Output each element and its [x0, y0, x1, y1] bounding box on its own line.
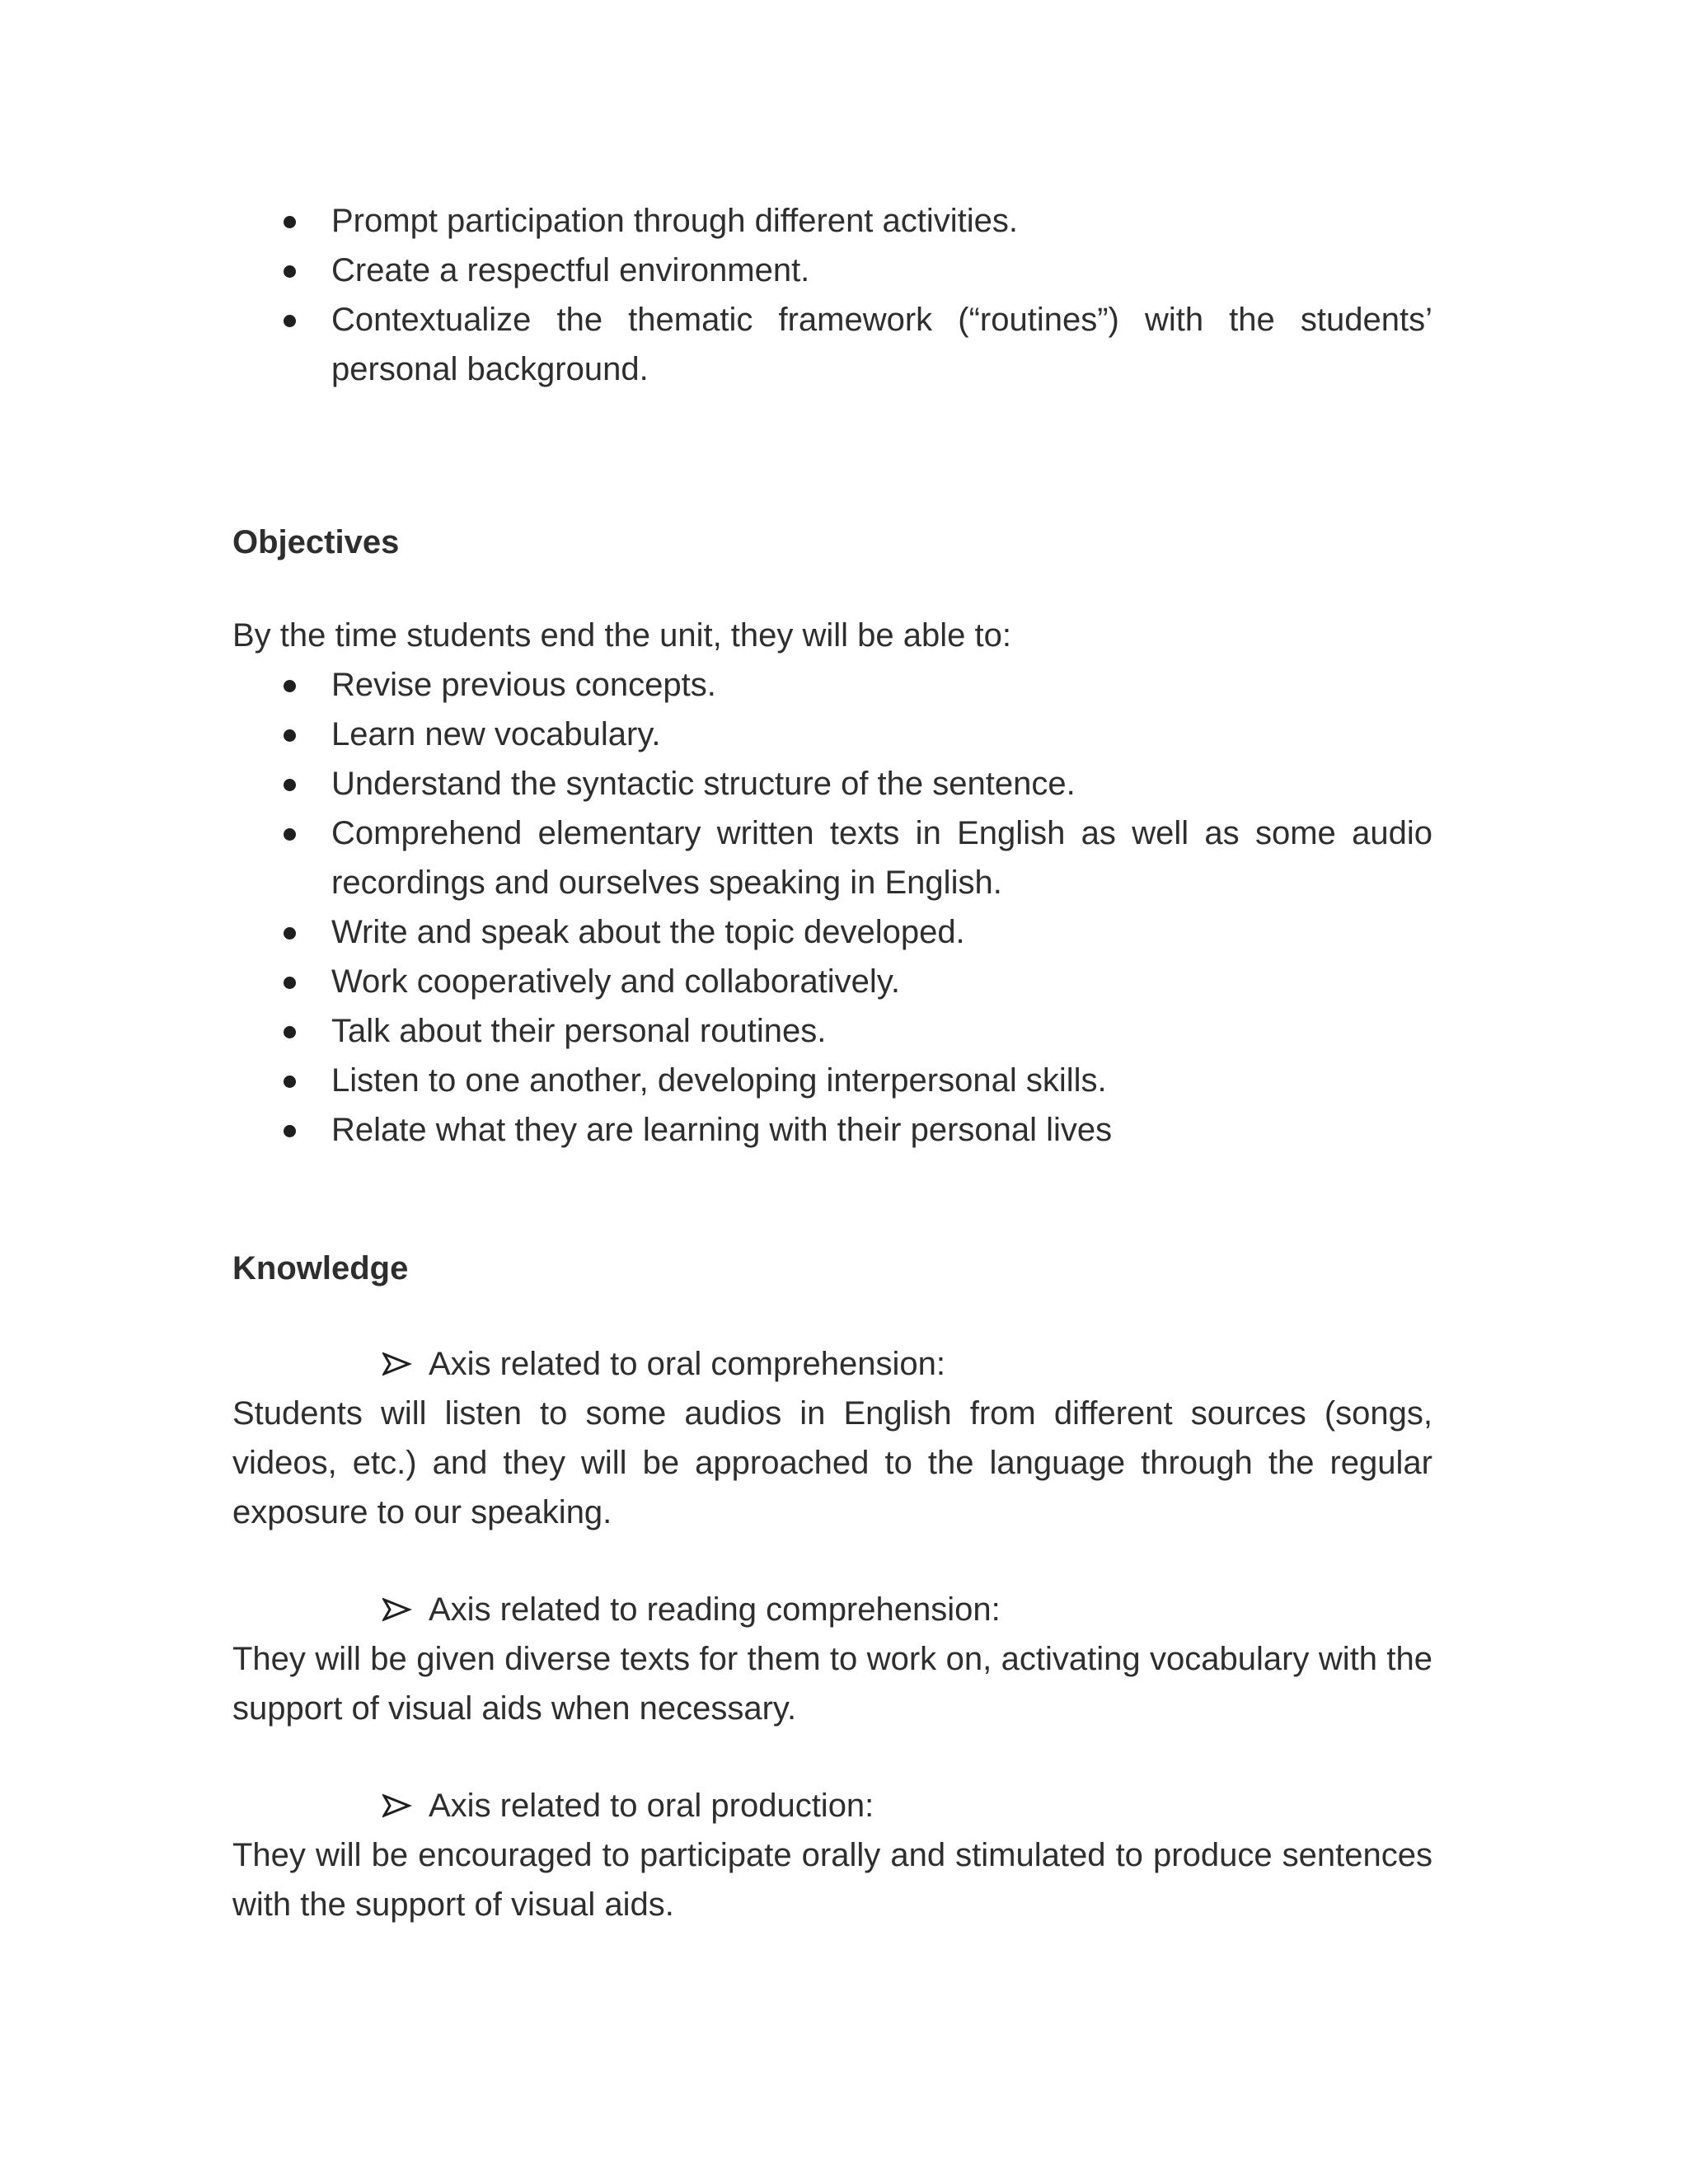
knowledge-axis: [232, 1339, 1432, 1537]
intro-bullet-list: [232, 196, 1432, 394]
axis-title: Axis related to oral production:: [232, 1781, 1432, 1830]
knowledge-axis: [232, 1781, 1432, 1929]
bullet-icon: [284, 680, 296, 692]
bullet-icon: [284, 265, 296, 278]
document-content: [232, 196, 1432, 1929]
list-item: Understand the syntactic structure of the sentence.: [232, 759, 1432, 808]
bullet-icon: [284, 216, 296, 228]
list-item: Write and speak about the topic developed.: [232, 907, 1432, 957]
list-item: Talk about their personal routines.: [232, 1006, 1432, 1056]
arrow-bullet-icon: [382, 1585, 412, 1634]
list-item: Listen to one another, developing interpersonal skills.: [232, 1056, 1432, 1105]
bullet-icon: [284, 1026, 296, 1038]
axis-title: Axis related to reading comprehension:: [232, 1585, 1432, 1634]
objectives-heading: Objectives: [232, 524, 400, 560]
objectives-list: [232, 660, 1432, 1155]
bullet-icon: [284, 977, 296, 989]
knowledge-heading: Knowledge: [232, 1250, 409, 1286]
arrow-bullet-icon: [382, 1781, 412, 1830]
bullet-icon: [284, 1125, 296, 1137]
list-item: Prompt participation through different activities.: [232, 196, 1432, 246]
list-item: Contextualize the thematic framework (“routines”) with the students’ personal background.: [232, 295, 1432, 394]
bullet-icon: [284, 729, 296, 742]
bullet-icon: [284, 927, 296, 940]
axis-text: Students will listen to some audios in English from different sources (songs, videos, etc.) and they will be approached to the language through the regular exposure to our speaking.: [232, 1395, 1432, 1530]
bullet-icon: [284, 828, 296, 841]
knowledge-axis: [232, 1585, 1432, 1733]
axis-text: They will be given diverse texts for them to work on, activating vocabulary with the support of visual aids when necessary.: [232, 1641, 1432, 1727]
list-item: Work cooperatively and collaboratively.: [232, 957, 1432, 1006]
list-item: Comprehend elementary written texts in English as well as some audio recordings and ourselves speaking in English.: [232, 808, 1432, 907]
bullet-icon: [284, 315, 296, 327]
list-item: Create a respectful environment.: [232, 246, 1432, 295]
objectives-lead: By the time students end the unit, they will be able to:: [232, 617, 1011, 654]
bullet-icon: [284, 779, 296, 791]
bullet-icon: [284, 1076, 296, 1088]
axis-title: Axis related to oral comprehension:: [232, 1339, 1432, 1389]
axis-text: They will be encouraged to participate orally and stimulated to produce sentences with the support of visual aids.: [232, 1837, 1432, 1923]
list-item: Learn new vocabulary.: [232, 710, 1432, 759]
list-item: Revise previous concepts.: [232, 660, 1432, 710]
list-item: Relate what they are learning with their personal lives: [232, 1105, 1432, 1155]
arrow-bullet-icon: [382, 1339, 412, 1389]
